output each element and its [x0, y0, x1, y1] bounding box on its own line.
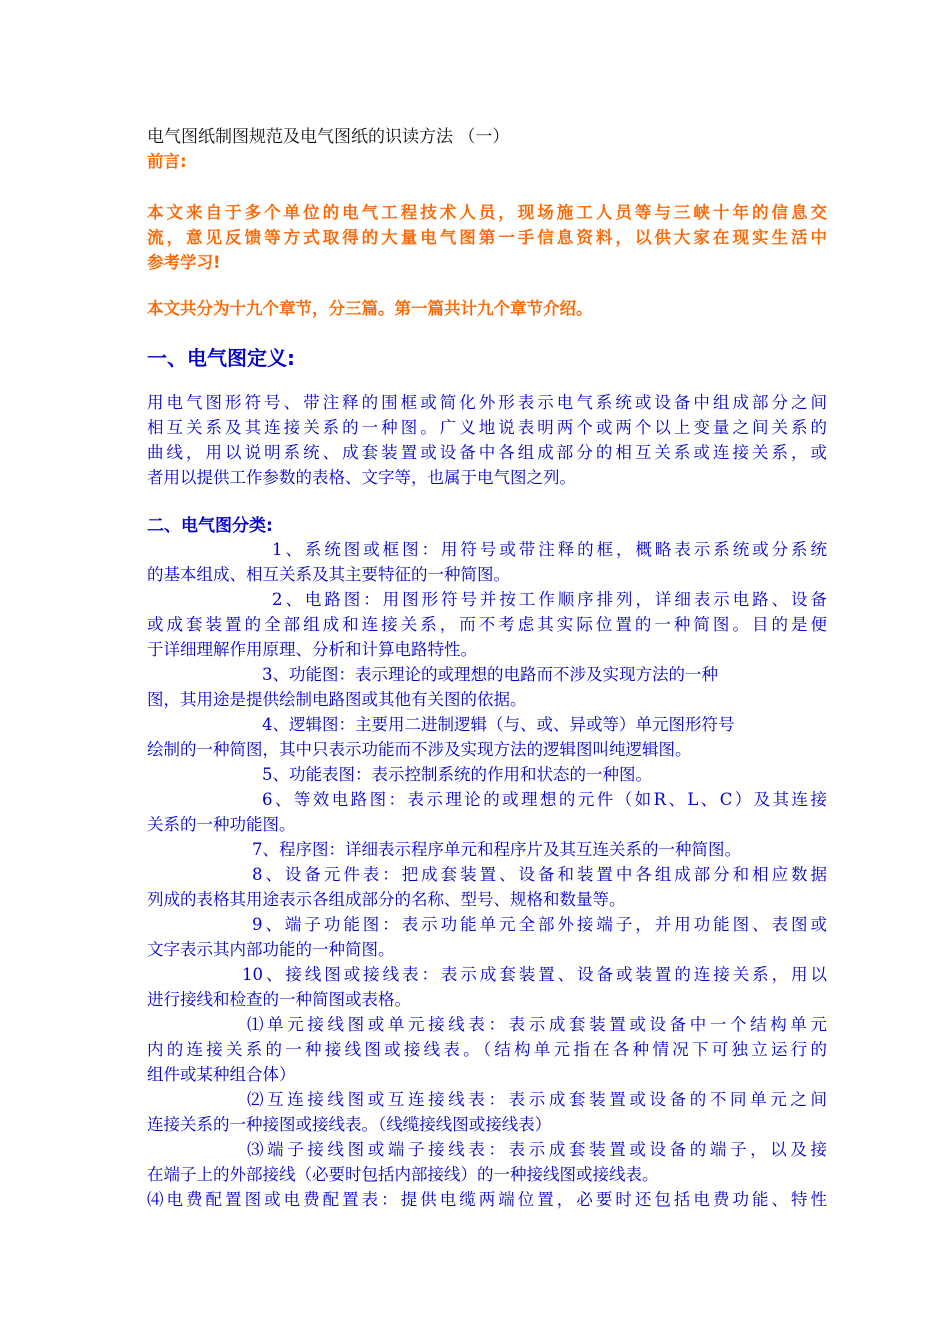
classification-line: 内的连接关系的一种接线图或接线表。（结构单元指在各种情况下可独立运行的: [147, 1040, 827, 1059]
classification-line: 绘制的一种简图，其中只表示功能而不涉及实现方法的逻辑图叫纯逻辑图。: [147, 740, 692, 759]
classification-line: 文字表示其内部功能的一种简图。: [147, 940, 395, 959]
classification-line: 列成的表格其用途表示各组成部分的名称、型号、规格和数量等。: [147, 890, 626, 909]
intro-line: 流，意见反馈等方式取得的大量电气图第一手信息资料，以供大家在现实生活中: [147, 228, 827, 247]
section2-heading: 二、电气图分类:: [147, 516, 273, 536]
classification-line: ⑴单元接线图或单元接线表：表示成套装置或设备中一个结构单元: [247, 1015, 827, 1034]
intro-line: 参考学习!: [147, 253, 221, 272]
section1-line: 曲线，用以说明系统、成套装置或设备中各组成部分的相互关系或连接关系，或: [147, 443, 827, 462]
section1-line: 者用以提供工作参数的表格、文字等，也属于电气图之列。: [147, 468, 576, 487]
section1-line: 用电气图形符号、带注释的围框或简化外形表示电气系统或设备中组成部分之间: [147, 393, 827, 412]
document-title: 电气图纸制图规范及电气图纸的识读方法 （一）: [147, 127, 510, 147]
classification-line: 2、电路图：用图形符号并按工作顺序排列，详细表示电路、设备: [272, 590, 827, 609]
preface-label: 前言:: [147, 152, 187, 171]
classification-line: 组件或某种组合体）: [147, 1065, 296, 1084]
classification-line: 10、接线图或接线表：表示成套装置、设备或装置的连接关系，用以: [242, 965, 827, 984]
classification-line: 连接关系的一种接图或接线表。（线缆接线图或接线表）: [147, 1115, 552, 1134]
classification-line: 图，其用途是提供绘制电路图或其他有关图的依据。: [147, 690, 527, 709]
classification-line: 5、功能表图：表示控制系统的作用和状态的一种图。: [262, 765, 652, 784]
classification-line: ⑷电费配置图或电费配置表：提供电缆两端位置，必要时还包括电费功能、特性: [147, 1190, 827, 1209]
classification-line: 于详细理解作用原理、分析和计算电路特性。: [147, 640, 477, 659]
intro-line: 本文来自于多个单位的电气工程技术人员，现场施工人员等与三峡十年的信息交: [147, 203, 827, 222]
classification-line: 7、程序图：详细表示程序单元和程序片及其互连关系的一种简图。: [252, 840, 741, 859]
classification-line: 6、等效电路图：表示理论的或理想的元件（如R、L、C）及其连接: [262, 790, 827, 809]
classification-line: 关系的一种功能图。: [147, 815, 296, 834]
chapters-note: 本文共分为十九个章节，分三篇。第一篇共计九个章节介绍。: [147, 299, 593, 318]
classification-line: 在端子上的外部接线（必要时包括内部接线）的一种接线图或接线表。: [147, 1165, 659, 1184]
section1-line: 相互关系及其连接关系的一种图。广义地说表明两个或两个以上变量之间关系的: [147, 418, 827, 437]
classification-line: ⑶端子接线图或端子接线表：表示成套装置或设备的端子，以及接: [247, 1140, 827, 1159]
classification-line: 9、端子功能图：表示功能单元全部外接端子，并用功能图、表图或: [252, 915, 827, 934]
classification-line: ⑵互连接线图或互连接线表：表示成套装置或设备的不同单元之间: [247, 1090, 827, 1109]
section1-heading: 一、电气图定义:: [147, 346, 295, 370]
classification-line: 的基本组成、相互关系及其主要特征的一种简图。: [147, 565, 510, 584]
classification-line: 4、逻辑图：主要用二进制逻辑（与、或、异或等）单元图形符号: [262, 715, 735, 734]
classification-line: 8、设备元件表：把成套装置、设备和装置中各组成部分和相应数据: [252, 865, 827, 884]
classification-line: 1、系统图或框图：用符号或带注释的框，概略表示系统或分系统: [272, 540, 827, 559]
classification-line: 进行接线和检查的一种简图或表格。: [147, 990, 411, 1009]
classification-line: 3、功能图：表示理论的或理想的电路而不涉及实现方法的一种: [262, 665, 718, 684]
classification-line: 或成套装置的全部组成和连接关系，而不考虑其实际位置的一种简图。目的是便: [147, 615, 827, 634]
